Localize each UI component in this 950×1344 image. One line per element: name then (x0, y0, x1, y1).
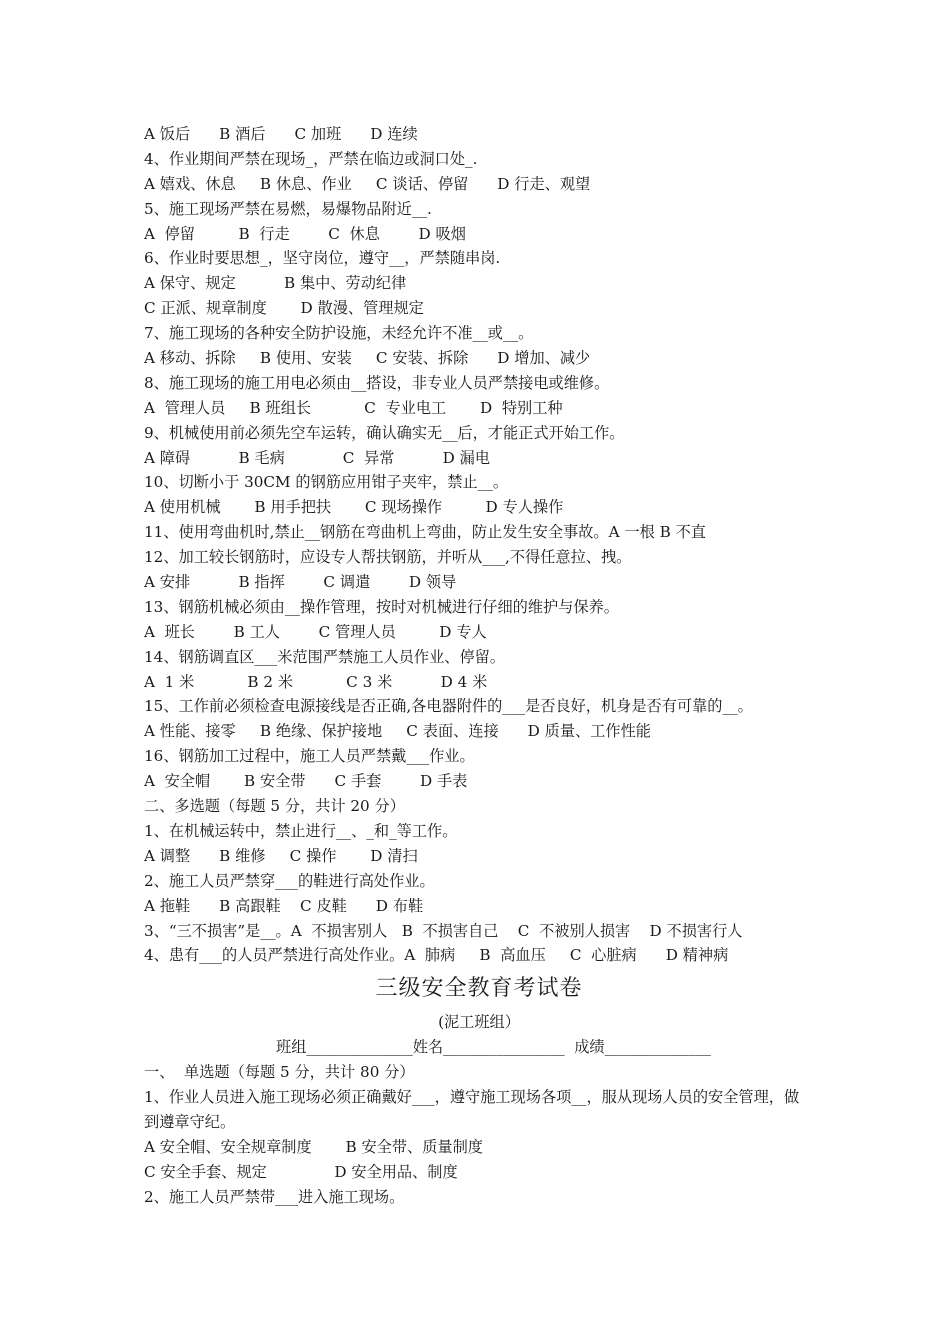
document-line: A 使用机械 B 用手把扶 C 现场操作 D 专人操作 (144, 498, 564, 517)
document-line: 4、作业期间严禁在现场_，严禁在临边或洞口处_. (144, 149, 478, 168)
question-block (144, 1135, 814, 1210)
document-line: 15、工作前必须检查电源接线是否正确,各电器附件的___是否良好，机身是否有可靠的__。 (144, 697, 753, 716)
document-line: A 拖鞋 B 高跟鞋 C 皮鞋 D 布鞋 (144, 896, 424, 915)
section-heading: 一、 单选题（每题 5 分，共计 80 分） (144, 1063, 415, 1082)
document-line: A 管理人员 B 班组长 C 专业电工 D 特别工种 (144, 398, 563, 417)
document-line: 14、钢筋调直区___米范围严禁施工人员作业、停留。 (144, 647, 506, 666)
question-block-continued (144, 122, 814, 968)
document-line: A 保守、规定 B 集中、劳动纪律 (144, 274, 407, 293)
document-line: C 安全手套、规定 D 安全用品、制度 (144, 1162, 458, 1181)
document-line: 7、施工现场的各种安全防护设施，未经允许不准__或__。 (144, 324, 534, 343)
document-line: A 性能、接零 B 绝缘、保护接地 C 表面、连接 D 质量、工作性能 (144, 722, 651, 741)
document-line: A 移动、拆除 B 使用、安装 C 安装、拆除 D 增加、减少 (144, 349, 591, 368)
document-line: A 嬉戏、休息 B 休息、作业 C 谈话、停留 D 行走、观望 (144, 174, 591, 193)
document-line: 5、施工现场严禁在易燃，易爆物品附近__. (144, 199, 432, 218)
document-line: A 饭后 B 酒后 C 加班 D 连续 (144, 125, 418, 143)
document-line: A 调整 B 维修 C 操作 D 清扫 (144, 846, 418, 865)
document-line: 13、钢筋机械必须由__操作管理，按时对机械进行仔细的维护与保养。 (144, 597, 619, 616)
document-line: 6、作业时要思想_，坚守岗位，遵守__，严禁随串岗. (144, 249, 501, 268)
document-line: 11、使用弯曲机时,禁止__钢筋在弯曲机上弯曲，防止发生安全事故。A 一根 B 不直 (144, 523, 706, 542)
document-line: 12、加工较长钢筋时，应设专人帮扶钢筋，并听从___,不得任意拉、拽。 (144, 548, 632, 567)
document-line: 2、施工人员严禁穿___的鞋进行高处作业。 (144, 871, 435, 890)
document-line: A 安排 B 指挥 C 调遣 D 领导 (144, 573, 457, 592)
document-line: 3、“三不损害”是__。A 不损害别人 B 不损害自己 C 不被别人损害 D 不损害行人 (144, 921, 743, 940)
document-line: 10、切断小于 30CM 的钢筋应用钳子夹牢，禁止__。 (144, 473, 509, 492)
question-text: 1、作业人员进入施工现场必须正确戴好___，遵守施工现场各项__，服从现场人员的安全管理，做到遵章守纪。 (144, 1087, 800, 1131)
document-line: A 安全帽 B 安全带 C 手套 D 手表 (144, 772, 468, 791)
document-line: 1、在机械运转中，禁止进行__、_和_等工作。 (144, 821, 458, 840)
exam-document (144, 122, 814, 1209)
document-line: A 班长 B 工人 C 管理人员 D 专人 (144, 622, 487, 641)
document-line: C 正派、规章制度 D 散漫、管理规定 (144, 299, 424, 318)
document-line: A 安全帽、安全规章制度 B 安全带、质量制度 (144, 1137, 483, 1156)
document-line: 二、多选题（每题 5 分，共计 20 分） (144, 797, 405, 816)
document-line: A 1 米 B 2 米 C 3 米 D 4 米 (144, 672, 488, 691)
document-line: 8、施工现场的施工用电必须由__搭设，非专业人员严禁接电或维修。 (144, 373, 610, 392)
exam-title: 三级安全教育考试卷 (375, 976, 583, 1002)
document-line: 4、患有___的人员严禁进行高处作业。A 肺病 B 高血压 C 心脏病 D 精神病 (144, 946, 729, 965)
document-line: A 停留 B 行走 C 休息 D 吸烟 (144, 224, 466, 243)
document-line: 16、钢筋加工过程中，施工人员严禁戴___作业。 (144, 747, 475, 766)
student-info-line: 班组______________姓名________________ 成绩______________ (276, 1038, 711, 1057)
exam-subtitle: (泥工班组） (438, 1013, 520, 1032)
document-line: 9、机械使用前必须先空车运转，确认确实无__后，才能正式开始工作。 (144, 423, 625, 442)
document-line: 2、施工人员严禁带___进入施工现场。 (144, 1187, 405, 1206)
document-line: A 障碍 B 毛病 C 异常 D 漏电 (144, 448, 491, 467)
